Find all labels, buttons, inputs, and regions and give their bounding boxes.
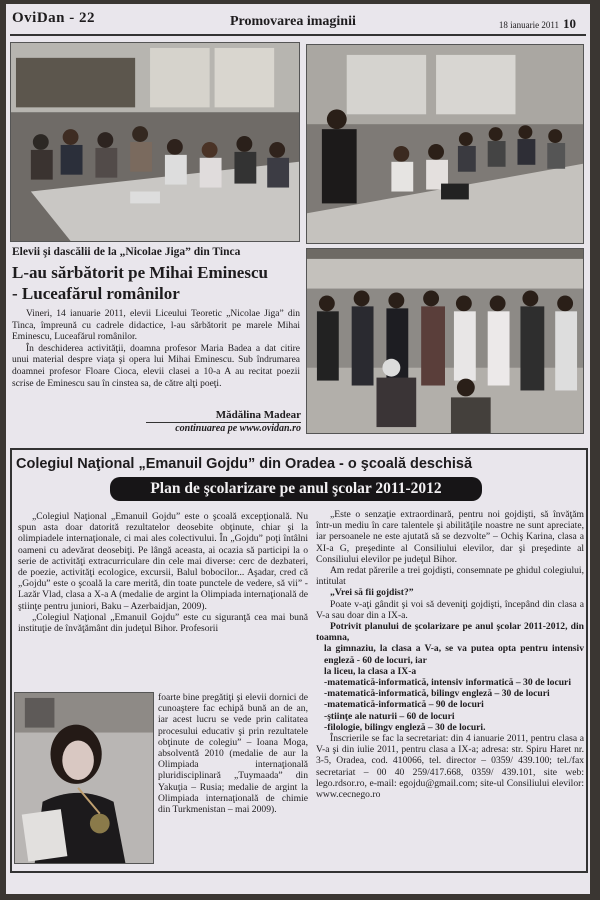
- article1-title-line1: L-au sărbătorit pe Mihai Eminescu: [12, 263, 268, 282]
- article2-banner: Plan de şcolarizare pe anul şcolar 2011-2012: [110, 477, 482, 501]
- article2-plan-intro: Potrivit planului de şcolarizare pe anul şcolar 2011-2012, din toamna,: [316, 621, 584, 644]
- article1-author: Mădălina Madear: [146, 409, 301, 423]
- article1-title: [12, 262, 302, 304]
- article2-column-left: [18, 511, 308, 634]
- list-item: -matematică-informatică – 90 de locuri: [324, 699, 484, 711]
- section-title: Promovarea imaginii: [230, 14, 356, 29]
- date-text: 18 ianuarie 2011: [498, 20, 559, 30]
- list-item: la liceu, la clasa a IX-a: [324, 665, 417, 677]
- classroom-photo-2: [306, 44, 584, 244]
- issue-date: [499, 16, 576, 32]
- article2-question: „Vrei să fii gojdist?”: [330, 587, 414, 599]
- list-item: la gimnaziu, la clasa a V-a, se va putea opta pentru intensiv engleză - 60 de locuri, iar: [324, 643, 584, 666]
- publication-name: OviDan - 22: [12, 10, 96, 26]
- article2-paragraph: Am redat părerile a trei gojdişti, consemnate pe ghidul colegiului, intitulat: [316, 565, 584, 588]
- article1-body: [12, 309, 300, 390]
- article2-title: Colegiul Naţional „Emanuil Gojdu” din Oradea - o şcoală deschisă: [16, 456, 473, 472]
- article1-paragraph: Vineri, 14 ianuarie 2011, elevii Liceului Teoretic „Nicolae Jiga” din Tinca, împreună cu cadrele didactice, l-au sărbătorit pe marele Mihai Eminescu, Luceafărul românilor.: [12, 309, 300, 343]
- article1-title-line2: - Luceafărul românilor: [12, 284, 180, 303]
- article2-contact: Înscrierile se fac la secretariat: din 4 ianuarie 2011, pentru clasa a V-a şi din iulie 2011, pentru clasa a IX-a; adresa: str. Spiru Haret nr. 3-5, Oradea, cod. 410066, tel. director – 0359/ 439.100; tel./fax secretariat – 00 40 259/417.668, 0359/ 439.101, site web: lego.rdsor.ro, e-mail: egojdu@gmail.com; site-ul Consiliului elevilor: www.cecnego.ro: [316, 733, 584, 801]
- list-item: -matematică-informatică, bilingv engleză – 30 de locuri: [324, 688, 550, 700]
- article2-paragraph: „Colegiul Naţional „Emanuil Gojdu” este o şcoală excepţională. Nu spun asta doar datorită rezultatelor deosebite obţinute, chiar şi la olimpiadele internaţionale, ci mai ales colectivului. În „Gojdu” poţi întâlni oameni cu adevărat deosebiţi. Pe lângă aceasta, ai ocazia să participi la o serie de activităţi extracurriculare din cele mai diverse: cerc de dezbateri, de poezie, activităţi ecologice, excursii, Balul bobocilor... Aşadar, cred că „Gojdu” este o şcoală la care merită, din toate punctele de vedere, să vii” - Lazăr Vlad, clasa a X-a A (medalie de argint la Olimpiada internaţională de ştiinţe pentru juniori, Baku – Azerbaidjan, 2009).: [18, 511, 308, 612]
- classroom-photo-1: [10, 42, 300, 242]
- article1-caption: Elevii şi dascălii de la „Nicolae Jiga” din Tinca: [12, 246, 241, 258]
- article2-paragraph: „Colegiul Naţional „Emanuil Gojdu” este cu siguranţă cea mai bună instituţie de învăţământ din judeţul Bihor. Profesorii: [18, 611, 308, 635]
- header-rule: [10, 34, 586, 36]
- students-photo: [306, 248, 584, 434]
- article2-paragraph: „Este o senzaţie extraordinară, pentru noi gojdişti, să învăţăm într-un mediu în care talentele şi abilităţile noastre ne sunt apreciate, iar persoanele ne este ajutată să se dezvolte” – Ochiş Karina, clasa a XI-a G, preşedinte al Consiliului elevilor, dar şi preşedinte al Consiliului elevilor pe judeţul Bihor.: [316, 509, 584, 565]
- page-number: 10: [563, 16, 576, 31]
- article1-paragraph: În deschiderea activităţii, doamna profesor Maria Badea a dat citire unui material despre viaţa şi opera lui Mihai Eminescu. Sub îndrumarea doamnei profesor Floare Cioca, elevii clasei a 10-a A au recitat poezii scrise de Eminescu sau în cinstea sa, de către alţi poeţi.: [12, 343, 300, 389]
- student-portrait-photo: [14, 692, 154, 864]
- list-item: -filologie, bilingv engleză – 30 de locuri.: [324, 721, 486, 733]
- article2-wrap-text: foarte bine pregătiţi şi elevii dornici de cunoaştere fac echipă bună an de an, iar acest lucru se vede prin calitatea procesului educativ şi prin rezultatele obţinute de colegiu” – Ioana Moga, absolventă 2010 (medalie de aur la Olimpiada internaţională pluridisciplinară „Tuymaada” din Yakuţia – Rusia; medalie de argint la Olimpiada internaţională de chimie din Turkmenistan – mai 2009).: [158, 692, 308, 816]
- article2-column-right: [316, 509, 584, 800]
- article1-continuation-link[interactable]: continuarea pe www.ovidan.ro: [175, 423, 301, 434]
- article2-paragraph: Poate v-aţi gândit şi voi să deveniţi gojdişti, începând din clasa a V-a sau doar din a IX-a.: [316, 598, 584, 621]
- list-item: -ştiinţe ale naturii – 60 de locuri: [324, 710, 455, 722]
- list-item: -matematică-informatică, intensiv informatică – 30 de locuri: [324, 677, 571, 689]
- newspaper-page: [6, 4, 590, 894]
- enrollment-list: [316, 643, 584, 733]
